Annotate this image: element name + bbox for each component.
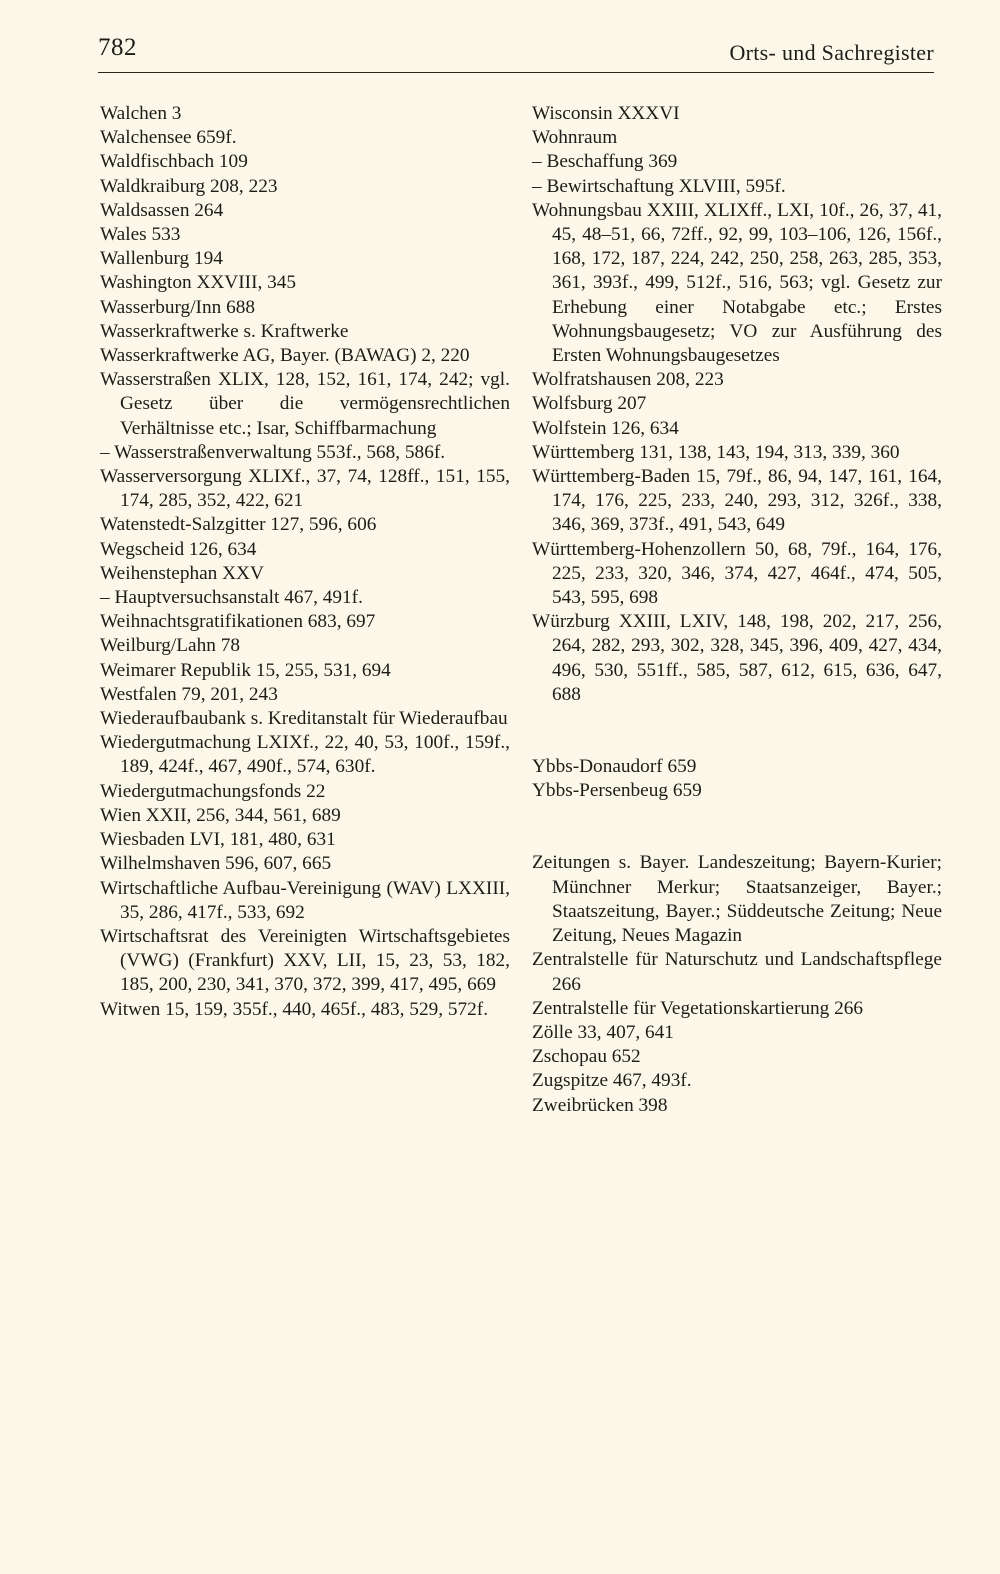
index-subentry: – Beschaffung 369 xyxy=(532,151,678,173)
index-entry: Wiedergutmachungsfonds 22 xyxy=(100,780,326,802)
index-entry: Wiederaufbaubank s. Kreditanstalt für Wiederaufbau xyxy=(100,708,508,730)
header-rule xyxy=(98,72,934,73)
index-entry: Zweibrücken 398 xyxy=(532,1094,668,1116)
index-entry: Württemberg-Baden 15, 79f., 86, 94, 147, 161, 164, 174, 176, 225, 233, 240, 293, 312, 326f., 338, 346, 369, 373f., 491, 543, 649 xyxy=(532,466,942,536)
index-entry: Weilburg/Lahn 78 xyxy=(100,635,240,657)
index-subentry: – Hauptversuchsanstalt 467, 491f. xyxy=(100,587,363,609)
index-entry: Weihenstephan XXV xyxy=(100,562,264,584)
index-entry: Württemberg-Hohenzollern 50, 68, 79f., 164, 176, 225, 233, 320, 346, 374, 427, 464f., 474, 505, 543, 595, 698 xyxy=(532,538,942,609)
index-entry: Wolfstein 126, 634 xyxy=(532,417,679,439)
index-entry: Walchensee 659f. xyxy=(100,127,237,149)
index-entry: Zentralstelle für Vegetationskartierung 266 xyxy=(532,997,864,1019)
index-entry: Wien XXII, 256, 344, 561, 689 xyxy=(100,804,341,826)
index-entry: Wasserkraftwerke s. Kraftwerke xyxy=(100,320,349,342)
letter-gap xyxy=(532,707,942,755)
index-entry: Wirtschaftsrat des Vereinigten Wirtschaftsgebietes (VWG) (Frankfurt) XXV, LII, 15, 23, 53, 182, 185, 200, 230, 341, 370, 372, 399, 417, 495, 669 xyxy=(100,925,510,996)
index-entry: Wasserstraßen XLIX, 128, 152, 161, 174, 242; vgl. Gesetz über die vermögensrechtlichen Verhältnisse etc.; Isar, Schiffbarmachung xyxy=(100,369,510,439)
left-column xyxy=(100,102,510,1022)
index-entry: Wiesbaden LVI, 181, 480, 631 xyxy=(100,829,336,851)
index-entry: Wirtschaftliche Aufbau-Vereinigung (WAV) LXXIII, 35, 286, 417f., 533, 692 xyxy=(100,877,510,923)
index-entry: Ybbs-Donaudorf 659 xyxy=(532,756,697,778)
index-entry: Wasserversorgung XLIXf., 37, 74, 128ff., 151, 155, 174, 285, 352, 422, 621 xyxy=(100,466,510,512)
index-entry: Wohnraum xyxy=(532,127,618,149)
index-entry: Wegscheid 126, 634 xyxy=(100,538,257,560)
index-entry: Wolfratshausen 208, 223 xyxy=(532,369,724,391)
letter-gap xyxy=(532,803,942,851)
index-entry: Waldkraiburg 208, 223 xyxy=(100,175,278,197)
index-entry: Washington XXVIII, 345 xyxy=(100,272,297,294)
index-entry: Watenstedt-Salzgitter 127, 596, 606 xyxy=(100,514,377,536)
index-subentry: – Wasserstraßenverwaltung 553f., 568, 586f. xyxy=(100,441,446,463)
right-column xyxy=(532,102,942,1118)
index-entry: Wisconsin XXXVI xyxy=(532,103,680,124)
index-entry: Wasserkraftwerke AG, Bayer. (BAWAG) 2, 220 xyxy=(100,345,470,367)
index-entry: Zschopau 652 xyxy=(532,1046,641,1068)
index-entry: Würzburg XXIII, LXIV, 148, 198, 202, 217, 256, 264, 282, 293, 302, 328, 345, 396, 409, 427, 434, 496, 530, 551ff., 585, 587, 612, 615, 636, 647, 688 xyxy=(532,611,942,705)
index-entry: Wales 533 xyxy=(100,224,181,246)
running-title: Orts- und Sachregister xyxy=(729,40,934,65)
index-entry: Wolfsburg 207 xyxy=(532,393,647,415)
page-number: 782 xyxy=(98,34,137,61)
index-entry: Westfalen 79, 201, 243 xyxy=(100,683,278,705)
index-subentry: – Bewirtschaftung XLVIII, 595f. xyxy=(532,175,786,197)
index-entry: Zentralstelle für Naturschutz und Landschaftspflege 266 xyxy=(532,949,942,995)
index-entry: Witwen 15, 159, 355f., 440, 465f., 483, 529, 572f. xyxy=(100,998,489,1020)
index-entry: Wallenburg 194 xyxy=(100,248,223,270)
index-entry: Waldsassen 264 xyxy=(100,199,224,221)
index-entry: Württemberg 131, 138, 143, 194, 313, 339, 360 xyxy=(532,441,900,463)
index-entry: Zugspitze 467, 493f. xyxy=(532,1070,692,1092)
index-entry: Walchen 3 xyxy=(100,103,182,124)
index-entry: Wiedergutmachung LXIXf., 22, 40, 53, 100f., 159f., 189, 424f., 467, 490f., 574, 630f. xyxy=(100,732,510,778)
index-entry: Wasserburg/Inn 688 xyxy=(100,296,255,318)
index-entry: Wohnungsbau XXIII, XLIXff., LXI, 10f., 26, 37, 41, 45, 48–51, 66, 72ff., 92, 99, 103–106, 126, 156f., 168, 172, 187, 224, 242, 250, 258, 263, 285, 353, 361, 393f., 499, 512f., 516, 563; vgl. Gesetz zur Erhebung einer Notabgabe etc.; Erstes Wohnungsbaugesetz; VO zur Ausführung des Ersten Wohnungsbaugesetzes xyxy=(532,199,942,367)
index-entry: Ybbs-Persenbeug 659 xyxy=(532,780,702,802)
index-entry: Weihnachtsgratifikationen 683, 697 xyxy=(100,611,376,633)
index-entry: Waldfischbach 109 xyxy=(100,151,248,173)
index-entry: Zeitungen s. Bayer. Landeszeitung; Bayern-Kurier; Münchner Merkur; Staatsanzeiger, Bayer.; Staatszeitung, Bayer.; Süddeutsche Zeitung; Neue Zeitung, Neues Magazin xyxy=(532,852,942,947)
index-entry: Wilhelmshaven 596, 607, 665 xyxy=(100,853,332,875)
index-entry: Zölle 33, 407, 641 xyxy=(532,1021,674,1043)
index-entry: Weimarer Republik 15, 255, 531, 694 xyxy=(100,659,391,681)
